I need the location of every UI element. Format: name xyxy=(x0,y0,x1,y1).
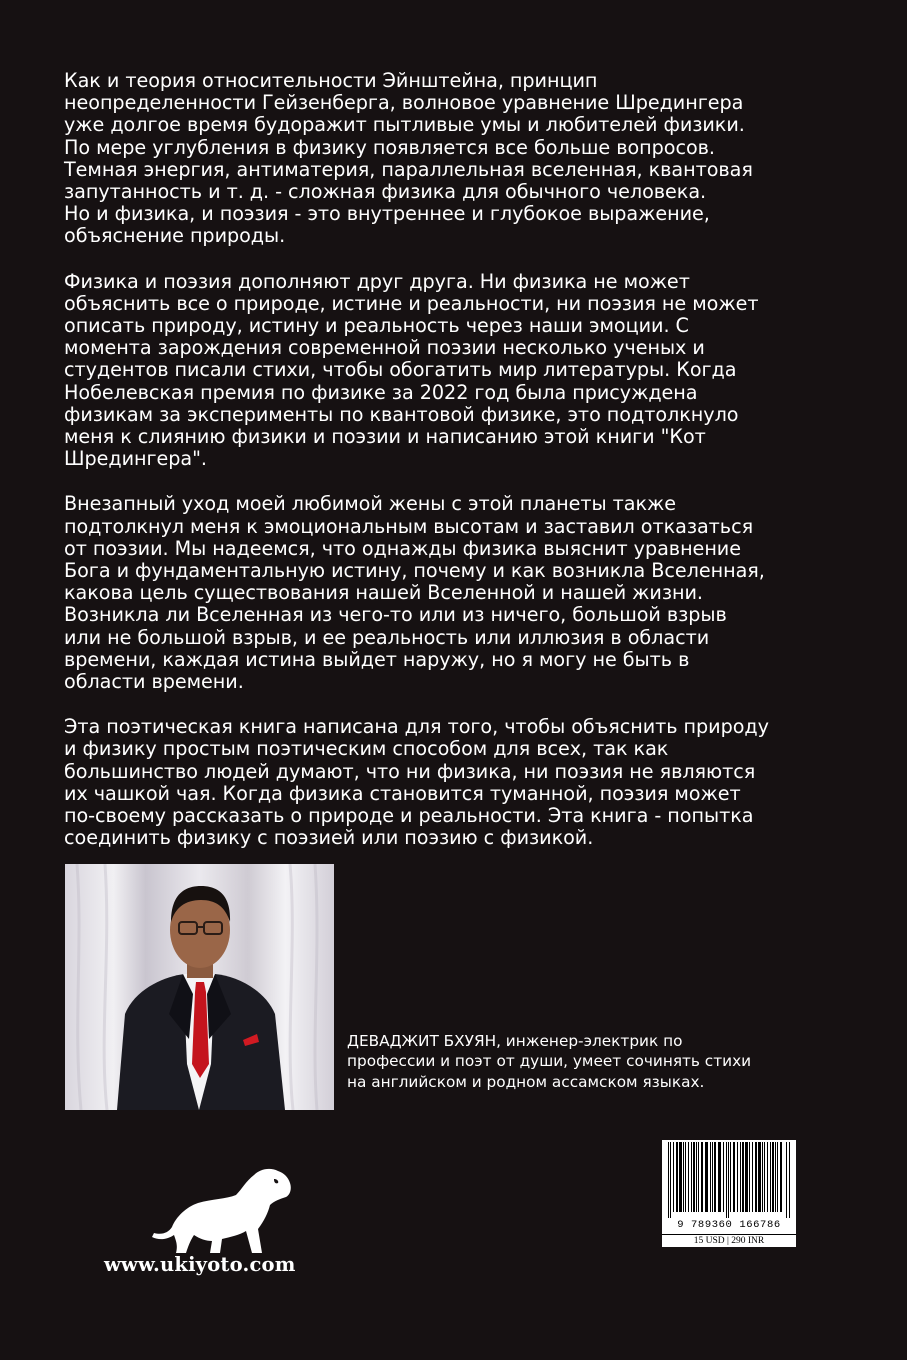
barcode-bar xyxy=(775,1142,776,1212)
barcode-bar xyxy=(714,1142,716,1212)
blurb-paragraph-2: Физика и поэзия дополняют друг друга. Ни физика не может объяснить все о природе, истине и реальности, ни поэзия не может описать природу, истину и реальность через наши эмоции. С момента зарождения современной поэзии несколько ученых и студентов писали стихи, чтобы обогатить мир литературы. Когда Нобелевская премия по физике за 2022 год была присуждена физикам за эксперименты по квантовой физике, это подтолкнуло меня к слиянию физики и поэзии и написанию этой книги "Кот Шредингера". xyxy=(64,269,759,471)
barcode-bar xyxy=(764,1142,765,1212)
barcode-bar xyxy=(676,1142,678,1212)
blurb-paragraph-3: Внезапный уход моей любимой жены с этой планеты также подтолкнул меня к эмоциональным высотам и заставил отказаться от поэзии. Мы надеемся, что однажды физика выяснит уравнение Бога и фундаментальную истину, почему и как возникла Вселенная, какова цель существования нашей Вселенной и нашей жизни. Возникла ли Вселенная из чего-то или из ничего, большой взрыв или не большой взрыв, и ее реальность или иллюзия в области времени, каждая истина выйдет наружу, но я могу не быть в области времени. xyxy=(64,492,765,694)
isbn-barcode xyxy=(662,1140,796,1247)
price-label: 15 USD | 290 INR xyxy=(662,1234,796,1248)
barcode-bar xyxy=(772,1142,774,1212)
barcode-bar xyxy=(673,1142,674,1212)
barcode-bar xyxy=(762,1142,763,1212)
barcode-bar xyxy=(755,1142,757,1212)
barcode-bar xyxy=(670,1142,671,1218)
barcode-bar xyxy=(780,1142,782,1212)
barcode-bar xyxy=(701,1142,703,1212)
barcode-bar xyxy=(789,1142,790,1218)
barcode-bar xyxy=(730,1142,731,1212)
barcode-bar xyxy=(752,1142,753,1212)
lion-icon xyxy=(150,1165,295,1255)
publisher-logo xyxy=(150,1165,295,1255)
barcode-bar xyxy=(777,1142,778,1212)
barcode-bar xyxy=(726,1142,727,1218)
author-bio: ДЕВАДЖИТ БХУЯН, инженер-электрик по профессии и поэт от души, умеет сочинять стихи на английском и родном ассамском языках. xyxy=(347,1032,752,1091)
barcode-bar xyxy=(745,1142,748,1212)
barcode-bar xyxy=(770,1142,771,1212)
barcode-bar xyxy=(705,1142,708,1212)
barcode-bar xyxy=(683,1142,684,1212)
barcode-bar xyxy=(728,1142,729,1218)
barcode-bar xyxy=(693,1142,695,1212)
barcode-bar xyxy=(758,1142,761,1212)
blurb-paragraph-1: Как и теория относительности Эйнштейна, принцип неопределенности Гейзенберга, волновое уравнение Шредингера уже долгое время будоражит пытливые умы и любителей физики. По мере углубления в физику появляется все больше вопросов. Темная энергия, антиматерия, параллельная вселенная, квантовая запутанность и т. д. - сложная физика для обычного человека. Но и физика, и поэзия - это внутреннее и глубокое выражение, объяснение природы. xyxy=(64,69,753,248)
barcode-bar xyxy=(742,1142,744,1212)
barcode-bar xyxy=(767,1142,768,1212)
barcode-bar xyxy=(691,1142,692,1212)
barcode-bar xyxy=(698,1142,699,1212)
barcode-bar xyxy=(696,1142,697,1212)
barcode-bar xyxy=(733,1142,735,1212)
barcode-bar xyxy=(685,1142,686,1212)
blurb-paragraph-4: Эта поэтическая книга написана для того, чтобы объяснить природу и физику простым поэтическим способом для всех, так как большинство людей думают, что ни физика, ни поэзия не являются их чашкой чая. Когда физика становится туманной, поэзия может по-своему рассказать о природе и реальности. Эта книга - попытка соединить физику с поэзией или поэзию с физикой. xyxy=(64,715,769,850)
barcode-bar xyxy=(688,1142,689,1212)
barcode-bar xyxy=(718,1142,721,1212)
barcode-bars xyxy=(666,1140,792,1220)
publisher-website: www.ukiyoto.com xyxy=(104,1253,296,1276)
back-cover-blurb xyxy=(64,70,854,873)
barcode-bar xyxy=(749,1142,750,1212)
isbn-digits: 9 789360 166786 xyxy=(677,1219,781,1231)
barcode-bar xyxy=(740,1142,741,1212)
barcode-bar xyxy=(710,1142,711,1212)
barcode-bar xyxy=(786,1142,787,1218)
author-photo xyxy=(65,864,334,1110)
barcode-bar xyxy=(668,1142,669,1218)
barcode-bar xyxy=(679,1142,682,1212)
barcode-bar xyxy=(712,1142,713,1212)
barcode-bar xyxy=(723,1142,724,1212)
barcode-bar xyxy=(737,1142,738,1212)
